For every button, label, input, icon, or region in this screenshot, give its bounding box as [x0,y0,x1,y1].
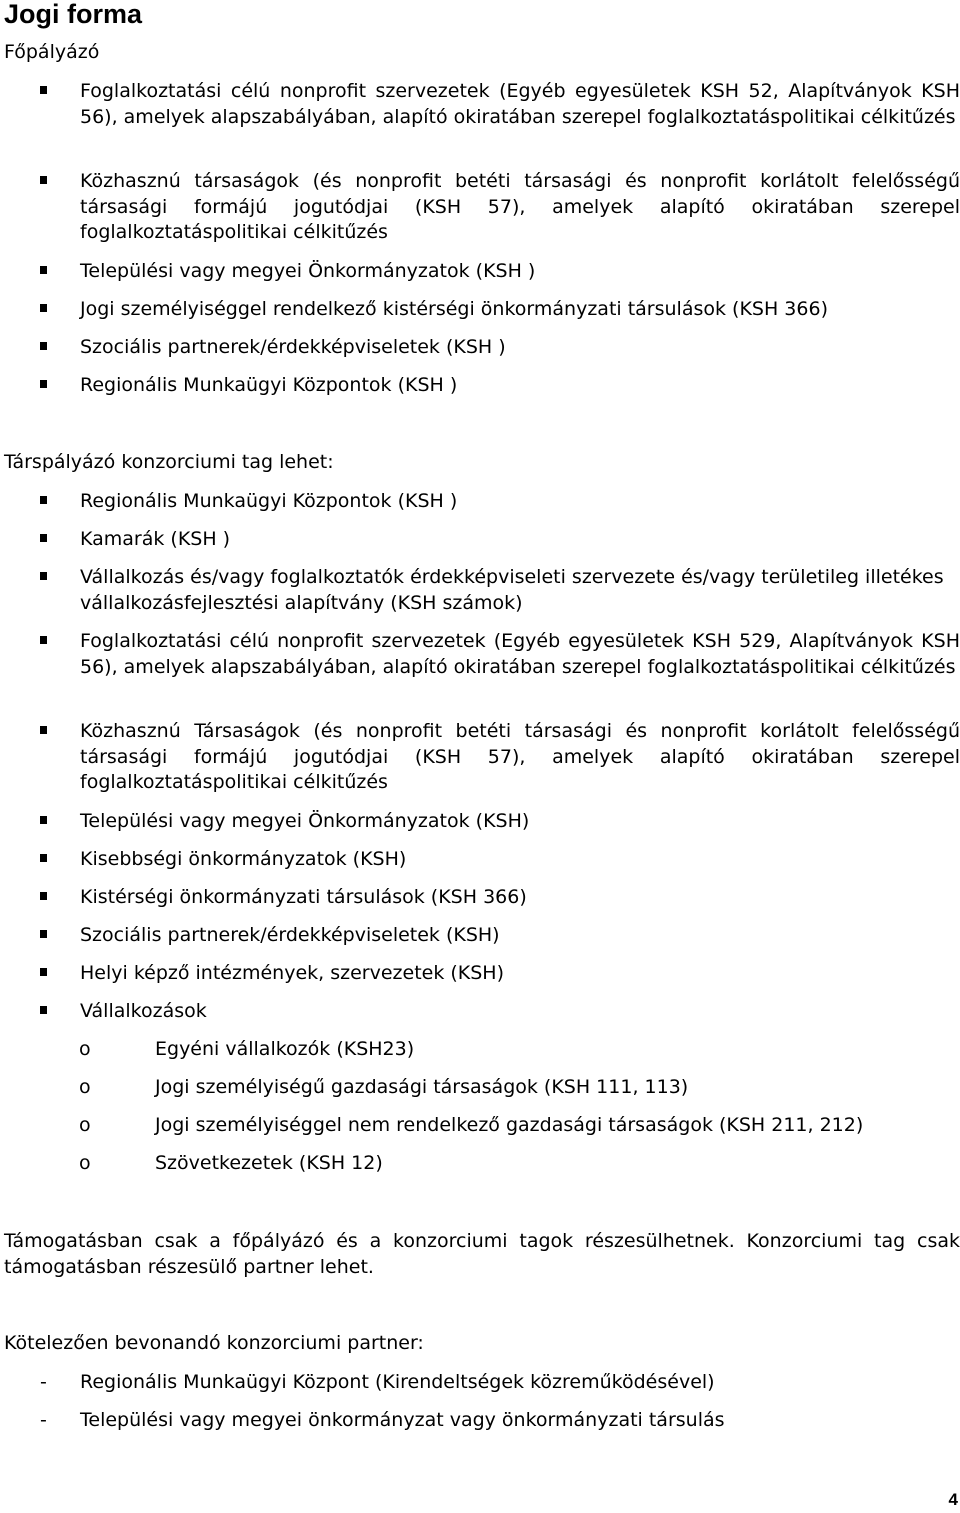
square-bullet-icon [40,266,47,274]
square-bullet-icon [40,968,47,976]
list-item-text: Vállalkozás és/vagy foglalkoztatók érdekképviseleti szervezete és/vagy területileg illetékes vállalkozásfejlesztési alapítvány (KSH számok) [80,566,944,614]
dash-bullet-icon: - [40,1409,47,1431]
mandatory-heading: Kötelezően bevonandó konzorciumi partner: [4,1332,424,1354]
support-note: Támogatásban csak a főpályázó és a konzorciumi tagok részesülhetnek. Konzorciumi tag csak támogatásban részesülő partner lehet. [4,1230,960,1278]
list-item-text: Foglalkoztatási célú nonprofit szervezetek (Egyéb egyesületek KSH 52, Alapítványok KSH 56), amelyek alapszabályában, alapító okiratában szerepel foglalkoztatáspolitikai célkitűzés [80,80,960,128]
square-bullet-icon [40,86,47,94]
circle-bullet-icon: o [79,1076,91,1098]
square-bullet-icon [40,534,47,542]
list-item-text: Foglalkoztatási célú nonprofit szervezetek (Egyéb egyesületek KSH 529, Alapítványok KSH 56), amelyek alapszabályában, alapító okiratában szerepel foglalkoztatáspolitikai célkitűzés [80,630,960,678]
list-item-text: Regionális Munkaügyi Központok (KSH ) [80,490,458,512]
circle-bullet-icon: o [79,1152,91,1174]
dash-bullet-icon: - [40,1371,47,1393]
list-item-text: Jogi személyiséggel rendelkező kistérségi önkormányzati társulások (KSH 366) [80,298,828,320]
square-bullet-icon [40,726,47,734]
square-bullet-icon [40,496,47,504]
sublist-item-text: Jogi személyiséggel nem rendelkező gazdasági társaságok (KSH 211, 212) [155,1114,864,1136]
square-bullet-icon [40,816,47,824]
main-applicant-heading: Főpályázó [4,41,100,63]
list-item-text: Közhasznú Társaságok (és nonprofit betéti társasági és nonprofit korlátolt felelősségű társasági formájú jogutódjai (KSH 57), amelyek alapító okiratában szerepel foglalkoztatáspolitikai célkitűzés [80,720,960,793]
page-number: 4 [948,1490,958,1509]
sublist-item-text: Egyéni vállalkozók (KSH23) [155,1038,415,1060]
list-item-text: Települési vagy megyei Önkormányzatok (KSH ) [80,260,536,282]
page-title: Jogi forma [4,0,143,29]
square-bullet-icon [40,1006,47,1014]
list-item-text: Helyi képző intézmények, szervezetek (KSH) [80,962,505,984]
square-bullet-icon [40,380,47,388]
list-item-text: Szociális partnerek/érdekképviseletek (KSH) [80,924,500,946]
sublist-item-text: Szövetkezetek (KSH 12) [155,1152,383,1174]
square-bullet-icon [40,892,47,900]
list-item-text: Kamarák (KSH ) [80,528,231,550]
sublist-item-text: Jogi személyiségű gazdasági társaságok (KSH 111, 113) [155,1076,689,1098]
partner-heading: Társpályázó konzorciumi tag lehet: [4,451,334,473]
square-bullet-icon [40,854,47,862]
square-bullet-icon [40,342,47,350]
list-item-text: Kistérségi önkormányzati társulások (KSH 366) [80,886,527,908]
square-bullet-icon [40,636,47,644]
square-bullet-icon [40,176,47,184]
circle-bullet-icon: o [79,1038,91,1060]
list-item-text: Települési vagy megyei Önkormányzatok (KSH) [80,810,530,832]
circle-bullet-icon: o [79,1114,91,1136]
list-item-text: Regionális Munkaügyi Központ (Kirendeltségek közreműködésével) [80,1371,715,1393]
square-bullet-icon [40,930,47,938]
square-bullet-icon [40,304,47,312]
list-item-text: Szociális partnerek/érdekképviseletek (KSH ) [80,336,506,358]
square-bullet-icon [40,572,47,580]
list-item-text: Vállalkozások [80,1000,207,1022]
list-item-text: Települési vagy megyei önkormányzat vagy önkormányzati társulás [80,1409,725,1431]
list-item-text: Regionális Munkaügyi Központok (KSH ) [80,374,458,396]
list-item-text: Kisebbségi önkormányzatok (KSH) [80,848,407,870]
list-item-text: Közhasznú társaságok (és nonprofit betéti társasági és nonprofit korlátolt felelősségű társasági formájú jogutódjai (KSH 57), amelyek alapító okiratában szerepel foglalkoztatáspolitikai célkitűzés [80,170,960,243]
